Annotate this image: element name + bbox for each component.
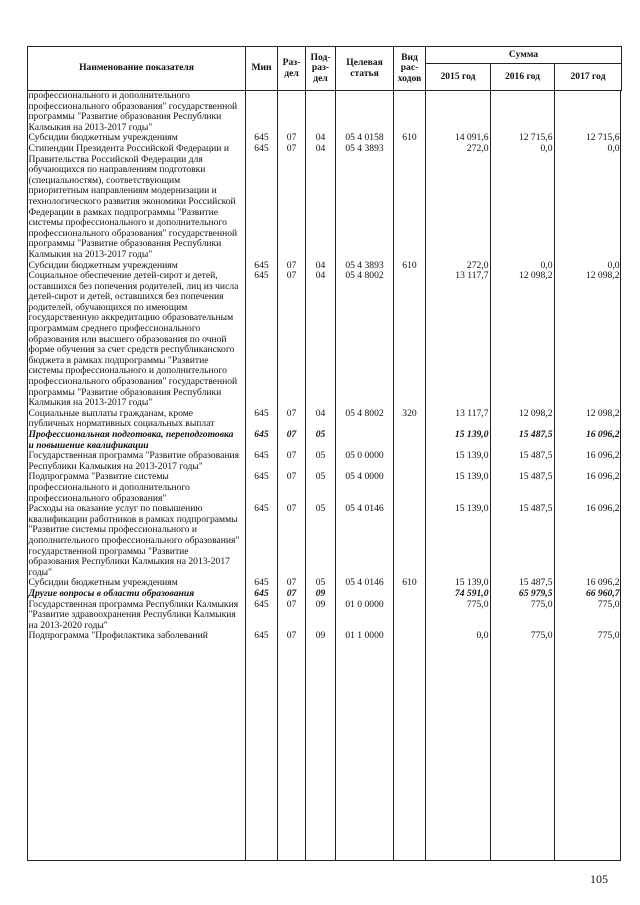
row-sum-2017: 12 715,6 xyxy=(585,132,620,144)
row-sum-2016: 0,0 xyxy=(540,142,553,154)
row-sum-2016: 65 979,5 xyxy=(518,587,553,599)
row-podrazdel: 04 xyxy=(315,142,326,154)
table-body xyxy=(28,91,622,642)
header-celevaya xyxy=(336,47,394,91)
row-razdel: 07 xyxy=(286,407,297,419)
row-razdel: 07 xyxy=(286,598,297,610)
row-sum-2016: 775,0 xyxy=(530,630,553,642)
table-row xyxy=(28,144,622,261)
row-vid-rashodov: 610 xyxy=(402,577,417,589)
row-sum-2015: 272,0 xyxy=(466,259,489,271)
header-podrazdel-text: Под- раз- дел xyxy=(310,51,331,84)
row-min: 645 xyxy=(254,450,269,462)
row-podrazdel: 04 xyxy=(315,259,326,271)
row-podrazdel: 04 xyxy=(315,270,326,282)
row-min: 645 xyxy=(254,132,269,144)
row-sum-2017: 0,0 xyxy=(607,259,620,271)
row-razdel: 07 xyxy=(286,132,297,144)
header-min: Мин xyxy=(246,47,278,91)
budget-table xyxy=(27,46,622,642)
table-row xyxy=(28,430,622,451)
row-vid-rashodov xyxy=(394,451,426,472)
row-sum-2016: 775,0 xyxy=(530,598,553,610)
row-sum-2017: 16 096,2 xyxy=(585,471,620,483)
header-name: Наименование показателя xyxy=(28,47,246,91)
row-name: Стипендии Президента Российской Федерации и Правительства Российской Федерации для обучающихся по направлениям подготовки (специальностям), соответствующим приоритетным направлениям модернизации и технологического развития экономики Российской Федерации в рамках подпрограммы "Развитие системы профессионального и дополнительного профессионального образования" государственной программы "Развитие образования Республики Калмыкия на 2013-2017 годы" xyxy=(28,142,238,260)
row-vid-rashodov xyxy=(394,600,426,632)
row-name: профессионального и дополнительного профессионального образования" государственной программы "Развитие образования Республики Калмыкия на 2013-2017 годы" xyxy=(28,90,238,133)
row-razdel: 07 xyxy=(286,429,297,440)
row-sum-2017: 16 096,2 xyxy=(585,429,620,440)
row-razdel xyxy=(278,91,306,134)
budget-page xyxy=(27,46,621,642)
row-razdel: 07 xyxy=(286,450,297,462)
row-podrazdel: 05 xyxy=(315,577,326,589)
row-podrazdel: 09 xyxy=(315,630,326,642)
header-podrazdel xyxy=(306,47,336,91)
row-sum-2016: 15 487,5 xyxy=(518,450,553,462)
row-podrazdel: 05 xyxy=(315,471,326,483)
row-sum-2015: 775,0 xyxy=(466,598,489,610)
row-min: 645 xyxy=(254,429,269,440)
row-name: Государственная программа "Развитие образования Республики Калмыкия на 2013-2017 годы" xyxy=(28,450,240,472)
row-sum-2017: 66 960,7 xyxy=(585,587,620,599)
row-sum-2016: 15 487,5 xyxy=(518,471,553,483)
row-sum-2015: 15 139,0 xyxy=(454,577,489,589)
row-razdel: 07 xyxy=(286,577,297,589)
page-number: 105 xyxy=(590,872,608,886)
row-sum-2015: 13 117,7 xyxy=(455,270,489,282)
row-sum-2016: 0,0 xyxy=(540,259,553,271)
row-name: Подпрограмма "Развитие системы профессионального и дополнительного профессионального образования" xyxy=(28,471,190,504)
row-sum-2016: 12 715,6 xyxy=(518,132,553,144)
row-min: 645 xyxy=(254,503,269,515)
row-podrazdel xyxy=(306,91,336,134)
row-celevaya-statya xyxy=(336,430,394,451)
row-sum-2016: 12 098,2 xyxy=(518,270,553,282)
row-podrazdel: 05 xyxy=(315,503,326,515)
row-name: Субсидии бюджетным учреждениям xyxy=(28,259,178,271)
row-name: Расходы на оказание услуг по повышению квалификации работников в рамках подпрограммы "Развитие системы профессионального и дополнительного профессионального образования" государственной программы "Развитие образования Республики Калмыкия на 2013-2017 годы" xyxy=(28,503,240,578)
header-2017: 2017 год xyxy=(555,64,622,91)
row-celevaya-statya: 05 4 3893 xyxy=(345,142,384,154)
row-name: Подпрограмма "Профилактика заболеваний xyxy=(28,630,208,642)
row-sum-2016: 15 487,5 xyxy=(518,503,553,515)
row-sum-2017: 12 098,2 xyxy=(585,270,620,282)
row-min: 645 xyxy=(254,270,269,282)
row-celevaya-statya: 05 4 0000 xyxy=(345,471,384,483)
row-celevaya-statya: 05 4 0146 xyxy=(345,577,384,589)
row-podrazdel: 04 xyxy=(315,407,326,419)
row-name: Профессиональная подготовка, переподготовка и повышение квалификации xyxy=(28,429,234,451)
row-sum-2017 xyxy=(555,91,622,134)
row-sum-2017: 16 096,2 xyxy=(585,450,620,462)
row-razdel: 07 xyxy=(286,587,297,599)
header-2015: 2015 год xyxy=(426,64,491,91)
row-name: Социальное обеспечение детей-сирот и детей, оставшихся без попечения родителей, лиц из числа детей-сирот и детей, оставшихся без попечения родителей, обучающихся по имеющим государственную аккредитацию образовательным программам среднего профессионального образования или высшего образования по очной форме обучения за счет средств республиканского бюджета в рамках подпрограммы "Развитие системы профессионального и дополнительного профессионального образования" государственной программы "Развитие образования Республики Калмыкия на 2013-2017 годы" xyxy=(28,270,239,409)
row-celevaya-statya: 05 4 0146 xyxy=(345,503,384,515)
header-razdel xyxy=(278,47,306,91)
row-min: 645 xyxy=(254,259,269,271)
row-celevaya-statya xyxy=(336,589,394,600)
row-vid-rashodov xyxy=(394,91,426,134)
row-vid-rashodov xyxy=(394,631,426,642)
header-2016: 2016 год xyxy=(491,64,555,91)
row-razdel: 07 xyxy=(286,503,297,515)
row-sum-2017: 775,0 xyxy=(597,630,620,642)
table-row xyxy=(28,271,622,409)
row-celevaya-statya: 05 4 8002 xyxy=(345,270,384,282)
table-row xyxy=(28,451,622,472)
header-celevaya-text: Целевая статья xyxy=(346,57,383,79)
header-vid-text: Вид рас- ходов xyxy=(397,51,422,84)
row-min: 645 xyxy=(254,630,269,642)
row-sum-2017: 16 096,2 xyxy=(585,503,620,515)
row-vid-rashodov xyxy=(394,430,426,451)
row-min: 645 xyxy=(254,598,269,610)
row-sum-2016: 12 098,2 xyxy=(518,407,553,419)
table-row xyxy=(28,631,622,642)
row-vid-rashodov: 610 xyxy=(402,132,417,144)
row-name: Государственная программа Республики Калмыкия "Развитие здравоохранения Республики Калмыкия на 2013-2020 годы" xyxy=(28,598,239,631)
row-celevaya-statya: 05 4 8002 xyxy=(345,407,384,419)
row-podrazdel: 09 xyxy=(315,598,326,610)
row-name: Социальные выплаты гражданам, кроме публичных нормативных социальных выплат xyxy=(28,407,215,430)
row-sum-2016 xyxy=(491,91,555,134)
row-razdel: 07 xyxy=(286,471,297,483)
table-bottom-rule xyxy=(27,860,621,861)
header-vid xyxy=(394,47,426,91)
row-sum-2015: 15 139,0 xyxy=(454,450,489,462)
table-row xyxy=(28,472,622,504)
row-vid-rashodov xyxy=(394,472,426,504)
row-podrazdel: 04 xyxy=(315,132,326,144)
row-sum-2015: 74 591,0 xyxy=(454,587,489,599)
row-razdel: 07 xyxy=(286,142,297,154)
row-sum-2015: 13 117,7 xyxy=(455,407,489,419)
table-row xyxy=(28,409,622,430)
row-min xyxy=(246,91,278,134)
row-sum-2015: 0,0 xyxy=(476,630,489,642)
row-name: Субсидии бюджетным учреждениям xyxy=(28,132,178,144)
row-min: 645 xyxy=(254,577,269,589)
row-vid-rashodov: 320 xyxy=(402,407,417,419)
row-razdel: 07 xyxy=(286,259,297,271)
row-razdel: 07 xyxy=(286,270,297,282)
row-sum-2017: 16 096,2 xyxy=(585,577,620,589)
row-sum-2017: 775,0 xyxy=(597,598,620,610)
row-podrazdel: 05 xyxy=(315,450,326,462)
row-sum-2015: 272,0 xyxy=(466,142,489,154)
table-row xyxy=(28,589,622,600)
table-header xyxy=(28,47,622,91)
row-celevaya-statya: 05 4 3893 xyxy=(345,259,384,271)
row-sum-2015: 15 139,0 xyxy=(454,503,489,515)
row-sum-2015 xyxy=(426,91,491,134)
header-razdel-text: Раз- дел xyxy=(282,57,301,79)
row-celevaya-statya: 01 0 0000 xyxy=(345,598,384,610)
row-celevaya-statya: 01 1 0000 xyxy=(345,630,384,642)
row-min: 645 xyxy=(254,142,269,154)
row-sum-2016: 15 487,5 xyxy=(518,577,553,589)
row-podrazdel: 05 xyxy=(315,429,326,440)
row-razdel: 07 xyxy=(286,630,297,642)
table-row xyxy=(28,504,622,578)
row-sum-2017: 12 098,2 xyxy=(585,407,620,419)
row-name: Другие вопросы в области образования xyxy=(28,587,195,599)
row-sum-2017: 0,0 xyxy=(607,142,620,154)
row-celevaya-statya: 05 4 0158 xyxy=(345,132,384,144)
row-min: 645 xyxy=(254,587,269,599)
row-vid-rashodov xyxy=(394,504,426,578)
row-podrazdel: 09 xyxy=(315,587,326,599)
row-vid-rashodov xyxy=(394,144,426,261)
header-summa: Сумма xyxy=(426,47,622,64)
row-name: Субсидии бюджетным учреждениям xyxy=(28,577,178,589)
row-min: 645 xyxy=(254,407,269,419)
row-celevaya-statya: 05 0 0000 xyxy=(345,450,384,462)
row-sum-2016: 15 487,5 xyxy=(518,429,553,440)
row-celevaya-statya xyxy=(336,91,394,134)
row-min: 645 xyxy=(254,471,269,483)
row-vid-rashodov xyxy=(394,271,426,409)
row-sum-2015: 15 139,0 xyxy=(454,471,489,483)
table-row xyxy=(28,91,622,134)
table-row xyxy=(28,600,622,632)
row-sum-2015: 14 091,6 xyxy=(454,132,489,144)
row-vid-rashodov: 610 xyxy=(402,259,417,271)
row-sum-2015: 15 139,0 xyxy=(454,429,489,440)
row-vid-rashodov xyxy=(394,589,426,600)
